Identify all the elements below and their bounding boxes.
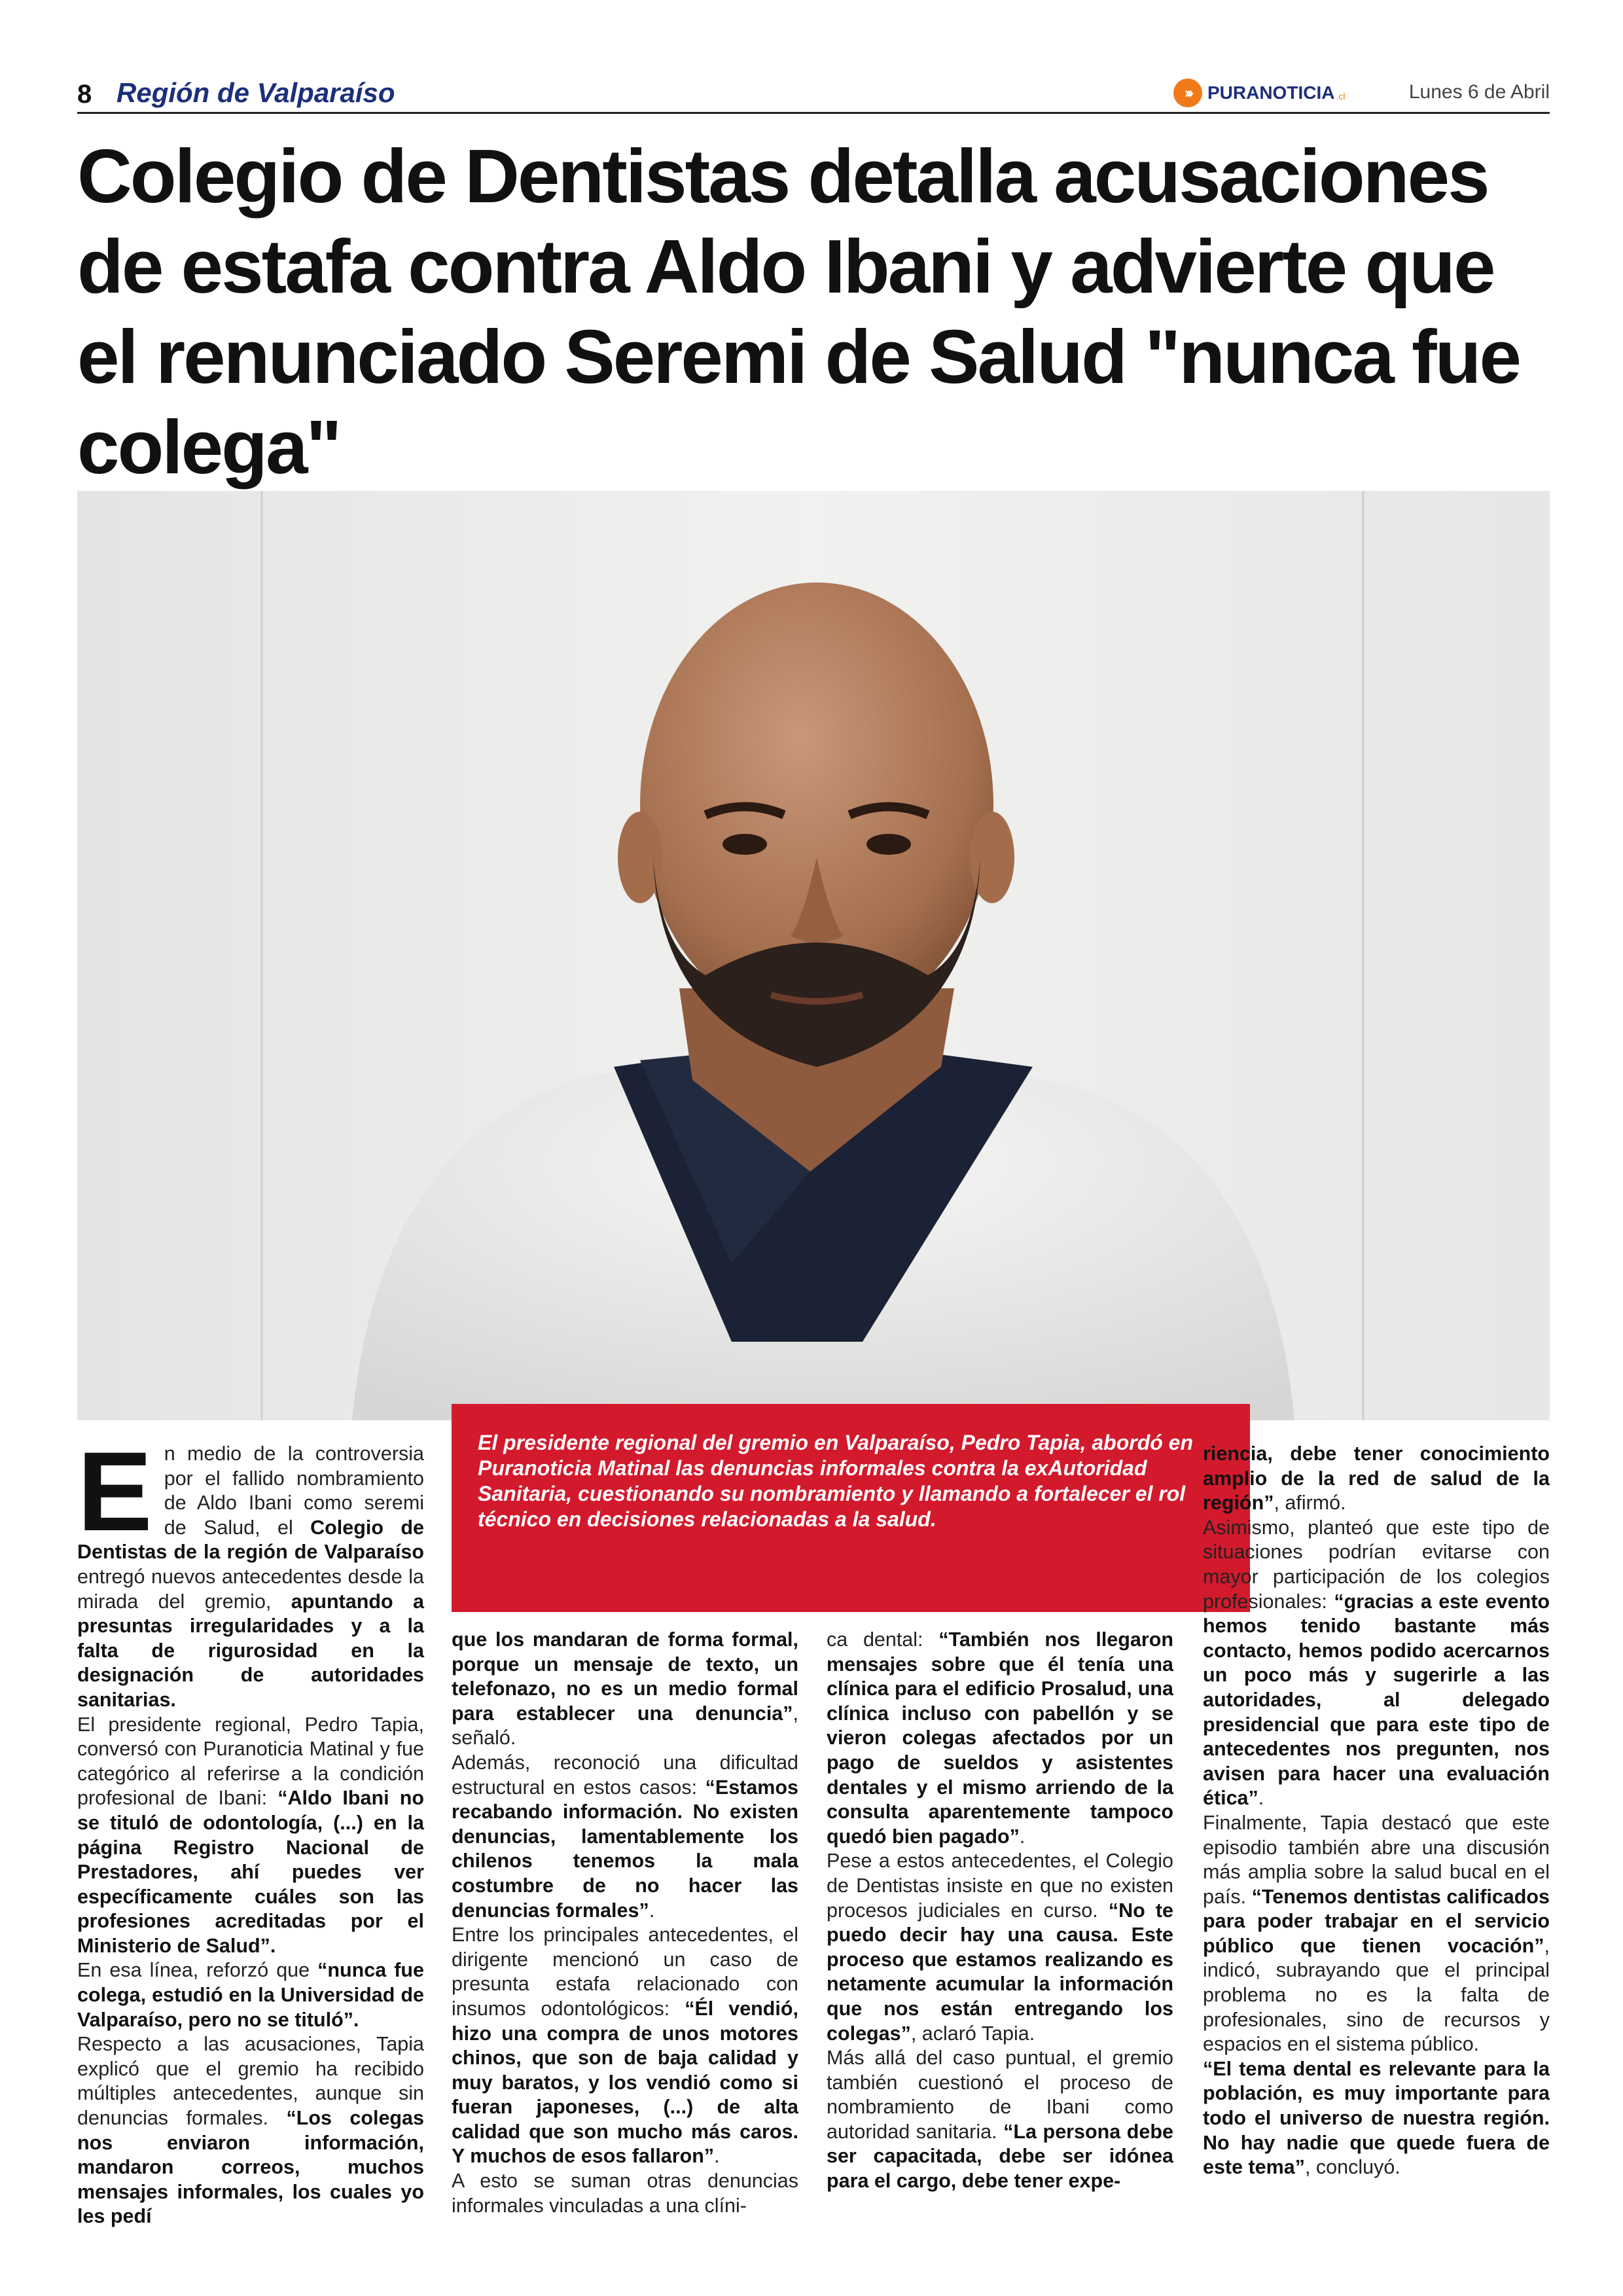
paragraph-text: En esa línea, reforzó que xyxy=(77,1959,318,1982)
bold-quote-text: “nunca fue colega, estudió en la Universidad de Valparaíso, pero no se tituló”. xyxy=(77,1959,425,2031)
bold-quote-text: “La persona debe ser capacitada, debe ser idónea para el cargo, debe tener expe- xyxy=(827,2120,1173,2193)
brand-logo xyxy=(1173,79,1345,107)
paragraph xyxy=(452,1628,798,1751)
paragraph xyxy=(452,1923,798,2169)
body-column-2 xyxy=(452,1628,798,2218)
paragraph-text: , concluyó. xyxy=(1304,2156,1400,2179)
bold-quote-text: “El tema dental es relevante para la población, es muy importante para todo el universo de nuestra región. No hay nadie que quede fuera de este tema” xyxy=(1203,2057,1550,2179)
paragraph xyxy=(1203,1516,1550,1811)
bold-quote-text: “Tenemos dentistas calificados para poder trabajar en el servicio público que tienen vocación” xyxy=(1203,1885,1550,1957)
highlight-box: El presidente regional del gremio en Valparaíso, Pedro Tapia, abordó en Puranoticia Matinal las denuncias informales contra la exAutoridad Sanitaria, cuestionando su nombramiento y llamando a fortalecer el rol técnico en decisiones relacionadas a la salud. xyxy=(452,1404,1250,1612)
page-header xyxy=(77,73,1550,114)
bold-quote-text: “Él vendió, hizo una compra de unos motores chinos, que son de baja calidad y muy baratos, y los vendió como si fueran japoneses, (...) de alta calidad que son mucho más caros. Y muchos de esos fallaron” xyxy=(452,1997,798,2168)
bold-quote-text: “No te puedo decir hay una causa. Este proceso que estamos realizando es netamente acumular la información que nos están entregando los colegas” xyxy=(827,1899,1174,2045)
portrait-photo xyxy=(77,491,1550,1420)
drop-cap: E xyxy=(77,1429,152,1554)
paragraph-text: , aclaró Tapia. xyxy=(910,2022,1035,2045)
section-title: Región de Valparaíso xyxy=(116,77,395,108)
paragraph xyxy=(1203,2057,1550,2180)
paragraph-text: . xyxy=(714,2145,720,2168)
column-paragraphs xyxy=(77,1429,425,2229)
paragraph-text: Respecto a las acusaciones, Tapia explicó que el gremio ha recibido múltiples antecedentes, aunque sin denuncias formales. xyxy=(77,2033,424,2130)
column-paragraphs xyxy=(452,1628,798,2218)
paragraph-text: entregó nuevos antecedentes desde la mirada del gremio, xyxy=(77,1565,424,1613)
paragraph xyxy=(827,2046,1173,2194)
paragraph xyxy=(77,1713,424,1959)
paragraph-text: Asimismo, planteó que este tipo de situaciones podrían evitarse con mayor participación de los colegios profesionales: xyxy=(1203,1516,1550,1613)
paragraph xyxy=(452,1751,798,1923)
paragraph-text: n medio de la controversia por el fallido nombramiento de Aldo Ibani como seremi de Salud, el xyxy=(164,1443,424,1539)
paragraph xyxy=(1203,1442,1550,1516)
paragraph-text: Más allá del caso puntual, el gremio también cuestionó el proceso de nombramiento de Ibani como autoridad sanitaria. xyxy=(827,2047,1173,2143)
paragraph-text: , afirmó. xyxy=(1274,1492,1346,1515)
bold-quote-text: “Aldo Ibani no se tituló de odontología, (...) en la página Registro Nacional de Prestadores, ahí puedes ver específicamente cuáles son las profesiones acreditadas por el Ministerio de Salud”. xyxy=(77,1787,424,1957)
page-number: 8 xyxy=(77,80,92,109)
bold-quote-text: “Estamos recabando información. No existen denuncias, lamentablemente los chilenos tenemos la mala costumbre de no hacer las denuncias formales” xyxy=(452,1776,798,1922)
headline: Colegio de Dentistas detalla acusaciones de estafa contra Aldo Ibani y advierte que el renunciado Seremi de Salud "nunca fue colega" xyxy=(77,134,1520,490)
paragraph xyxy=(1203,1811,1550,2057)
paragraph-text: El presidente regional, Pedro Tapia, conversó con Puranoticia Matinal y fue categórico al referirse a la condición profesional de Ibani: xyxy=(77,1713,424,1810)
paragraph xyxy=(452,2169,798,2218)
bold-quote-text: que los mandaran de forma formal, porque un mensaje de texto, un telefonazo, no es un medio formal para establecer una denuncia” xyxy=(452,1628,798,1725)
column-paragraphs xyxy=(1203,1442,1550,2180)
paragraph-text: . xyxy=(649,1899,655,1922)
brand-name: PURANOTICIA xyxy=(1207,82,1335,103)
paragraph-text: A esto se suman otras denuncias informales vinculadas a una clíni- xyxy=(452,2170,798,2217)
paragraph-text: Entre los principales antecedentes, el dirigente mencionó un caso de presunta estafa relacionado con insumos odontológicos: xyxy=(452,1924,798,2020)
paragraph-text: . xyxy=(1019,1825,1026,1848)
bold-quote-text: riencia, debe tener conocimiento amplio de la red de salud de la región” xyxy=(1203,1443,1550,1515)
brand-suffix: .cl xyxy=(1336,91,1346,101)
play-arrows-icon: ››› xyxy=(1173,79,1202,107)
paragraph xyxy=(827,1628,1173,1849)
paragraph xyxy=(827,1849,1173,2046)
paragraph-text: Pese a estos antecedentes, el Colegio de Dentistas insiste en que no existen procesos judiciales en curso. xyxy=(827,1850,1173,1922)
issue-date: Lunes 6 de Abril xyxy=(1408,81,1550,103)
paragraph-text: ca dental: xyxy=(827,1628,939,1651)
body-column-3 xyxy=(827,1628,1173,2194)
body-column-4 xyxy=(1203,1442,1550,2180)
body-column-1 xyxy=(77,1429,425,2229)
column-paragraphs xyxy=(827,1628,1173,2194)
paragraph-text: , indicó, subrayando que el principal problema no es la falta de profesionales, sino de recursos y espacios en el sistema público. xyxy=(1203,1934,1550,2056)
bold-quote-text: Colegio de Dentistas de la región de Valparaíso xyxy=(77,1516,424,1564)
bold-quote-text: “También nos llegaron mensajes sobre que él tenía una clínica para el edificio Prosalud, una clínica incluso con pabellón y se vieron colegas afectados por un pago de sueldos y asistentes dentales y el mismo arriendo de la consulta aparentemente tampoco quedó bien pagado” xyxy=(827,1628,1173,1848)
paragraph-text: , señaló. xyxy=(452,1702,798,1749)
paragraph-text: Finalmente, Tapia destacó que este episodio también abre una discusión más amplia sobre la salud bucal en el país. xyxy=(1203,1811,1550,1908)
bold-quote-text: apuntando a presuntas irregularidades y a la falta de rigurosidad en la designación de autoridades sanitarias. xyxy=(77,1590,424,1711)
paragraph xyxy=(77,1958,424,2032)
paragraph xyxy=(77,2032,424,2229)
paragraph-text: . xyxy=(1258,1787,1264,1810)
paragraph-text: Además, reconoció una dificultad estructural en estos casos: xyxy=(452,1751,798,1799)
bold-quote-text: “Los colegas nos enviaron información, mandaron correos, muchos mensajes informales, los cuales yo les pedí xyxy=(77,2107,424,2228)
bold-quote-text: “gracias a este evento hemos tenido bastante más contacto, hemos podido acercarnos un poco más y sugerirle a las autoridades, al delegado presidencial que para este tipo de antecedentes nos pregunten, nos avisen para hacer una evaluación ética” xyxy=(1203,1590,1550,1810)
